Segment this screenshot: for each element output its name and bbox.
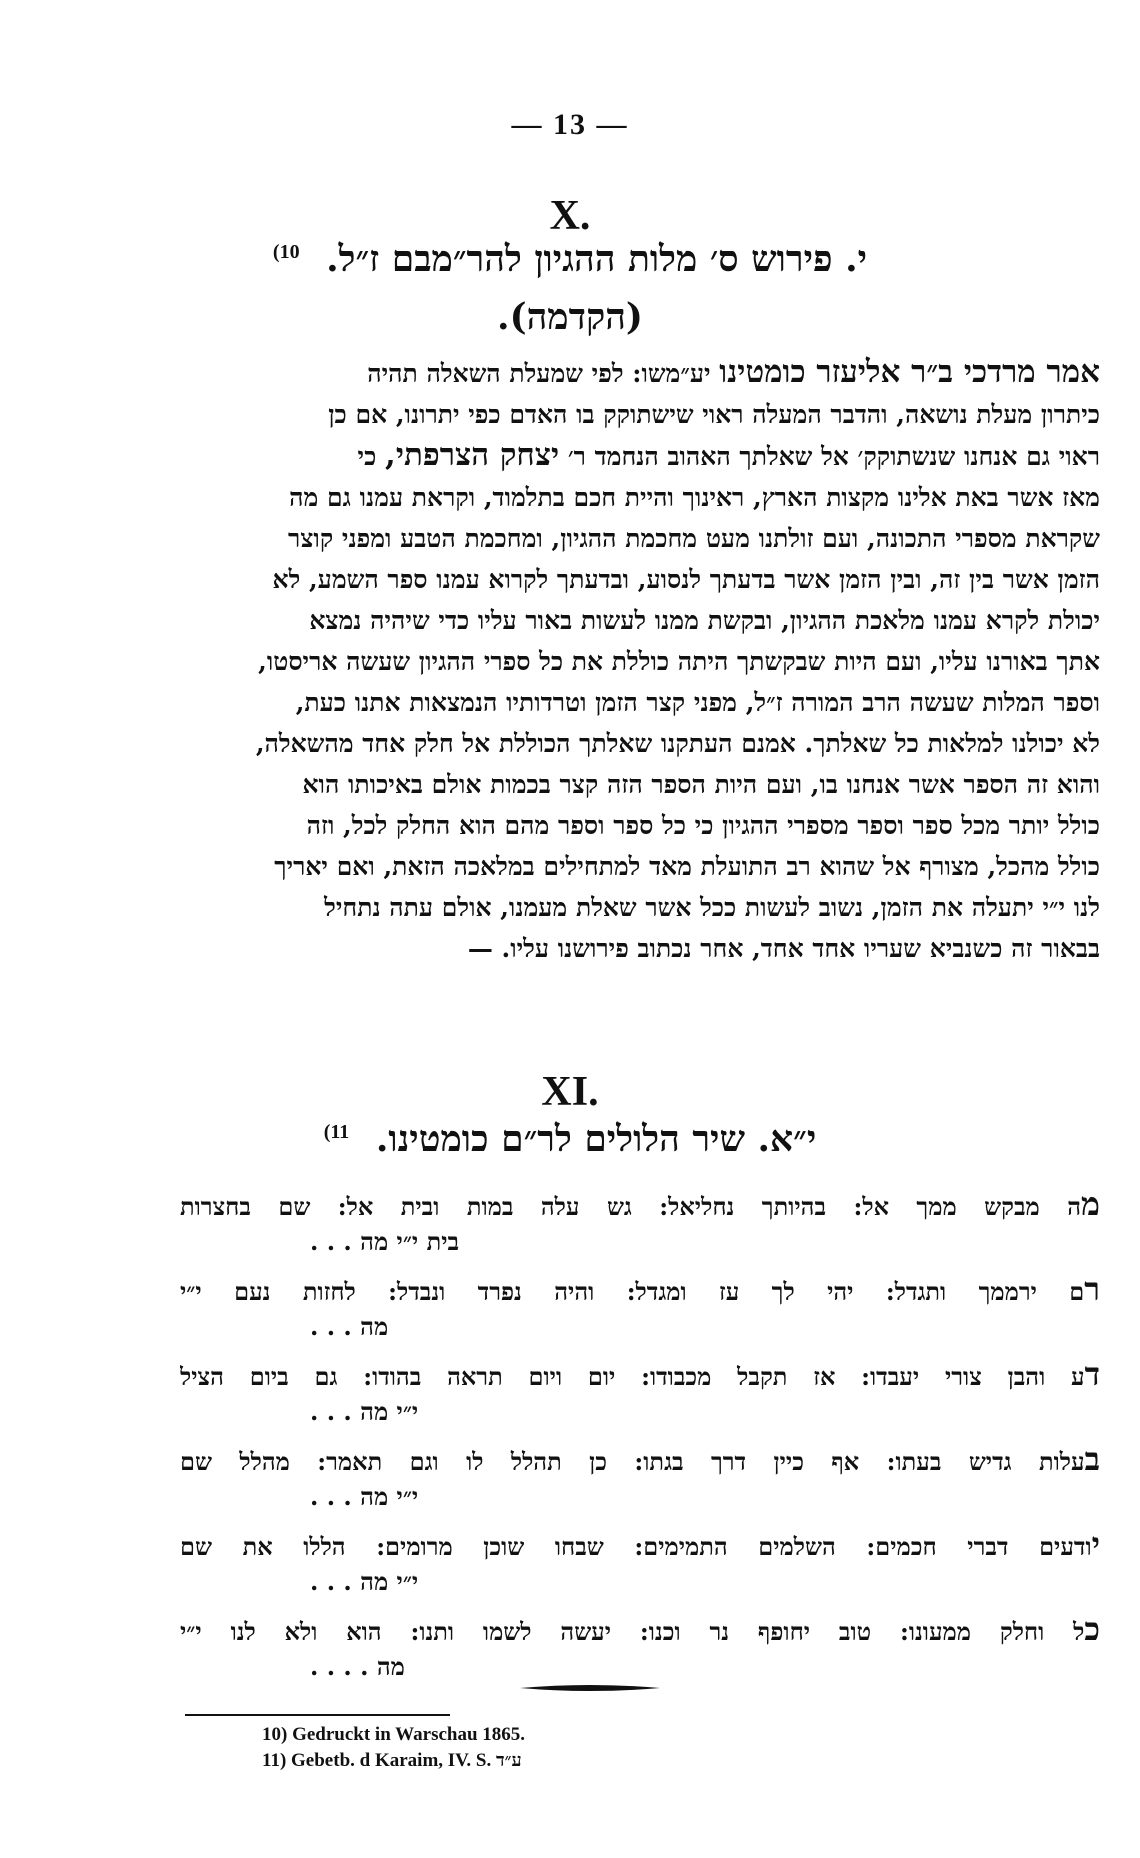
stanza-initial: ב	[1084, 1441, 1100, 1478]
footnote-11	[262, 1748, 762, 1774]
stanza-line	[180, 1186, 1100, 1225]
section-x-title-text: י. פירוש ס׳ מלות ההגיון להר״מבם ז״ל.	[326, 238, 868, 280]
footnote-11-latin: 11) Gebetb. d Karaim, IV. S.	[262, 1750, 492, 1771]
refrain-text: מה . . . .	[310, 1652, 405, 1681]
stanza-initial: ד	[1084, 1356, 1100, 1393]
intro-line-1-rest: יע״משו: לפי שמעלת השאלה תהיה	[367, 359, 711, 388]
intro-line: הזמן אשר בין זה, ובין הזמן אשר בדעתך לנסוע, ובדעתך לקרוא עמנו ספר השמע, לא	[272, 565, 1100, 594]
stanza-text: ם ירממך ותגדל: יהי לך עז ומגדל: והיה נפרד ונבדל: לחזות נעם י״י	[180, 1277, 1085, 1306]
intro-line-3-start: ראוי גם אנחנו שנשתוקק׳ אל שאלתך האהוב הנחמד ר׳	[567, 442, 1100, 471]
footnote-mark-11: 11)	[323, 1121, 350, 1143]
intro-line: והוא זה הספר אשר אנחנו בו, ועם היות הספר הזה קצר בכמות אולם באיכותו הוא	[302, 770, 1100, 799]
refrain-text: י״י מה . . .	[310, 1397, 419, 1426]
intro-lead: אמר מרדכי ב״ר אליעזר כומטינו	[719, 354, 1100, 390]
refrain-text: י״י מה . . .	[310, 1482, 419, 1511]
footnote-mark-10: 10)	[272, 241, 300, 263]
section-xi-title	[180, 1118, 960, 1160]
intro-line: אתך באורנו עליו, ועם היות שבקשתך היתה כוללת את כל ספרי ההגיון שעשה אריסטו,	[258, 647, 1100, 676]
stanza-refrain	[180, 1565, 1100, 1599]
intro-line-3-end: כי	[357, 442, 377, 471]
poem-stanza	[180, 1186, 1100, 1259]
stanza-refrain	[180, 1480, 1100, 1514]
intro-line: לנו י״י יתעלה את הזמן, נשוב לעשות ככל אשר שאלת מעמנו, אולם עתה נתחיל	[324, 893, 1100, 922]
section-xi-numeral: XI.	[541, 1069, 599, 1115]
footnotes	[262, 1722, 762, 1774]
intro-line: לא יכולנו למלאות כל שאלתך. אמנם העתקנו שאלתך הכוללת אל חלק אחד מהשאלה,	[255, 729, 1100, 758]
intro-line: מאז אשר באת אלינו מקצות הארץ, ראינוך והיית חכם בתלמוד, וקראת עמנו גם מה	[289, 483, 1100, 512]
poem-stanza	[180, 1611, 1100, 1684]
poem-stanza	[180, 1356, 1100, 1429]
intro-line: כיתרון מעלת נושאה, והדבר המעלה ראוי שישתוקק בו האדם כפי יתרונו, אם כן	[328, 400, 1100, 429]
stanza-line	[180, 1611, 1100, 1650]
intro-name-yitzhak: יצחק הצרפתי,	[385, 437, 560, 473]
stanza-text: ה מבקש ממך אל: בהיותך נחליאל: גש עלה במות ובית אל: שם בחצרות	[180, 1192, 1082, 1221]
stanza-refrain	[180, 1395, 1100, 1429]
stanza-initial: י	[1091, 1526, 1100, 1563]
intro-line: כולל יותר מכל ספר וספר מספרי ההגיון כי כל ספר וספר מהם הוא החלק לכל, וזה	[306, 811, 1100, 840]
stanza-text: ע והבן צורי יעבדו: אז תקבל מכבודו: יום ויום תראה בהודו: גם ביום הציל	[180, 1362, 1085, 1391]
intro-line: בבאור זה כשנביא שעריו אחד אחד, אחר נכתוב פירושנו עליו. —	[467, 934, 1100, 963]
stanza-initial: כ	[1084, 1611, 1100, 1648]
poem-stanza	[180, 1526, 1100, 1599]
poem-stanza	[180, 1271, 1100, 1344]
section-x-title	[180, 238, 960, 280]
refrain-text: בית י״י מה . . .	[310, 1227, 460, 1256]
stanza-line	[180, 1271, 1100, 1310]
stanza-refrain	[180, 1310, 1100, 1344]
intro-line	[180, 435, 1100, 477]
intro-line: שקראת מספרי התכונה, ועם זולתנו מעט מחכמת ההגיון, ומחכמת הטבע ומפני קוצר	[288, 524, 1100, 553]
poem-stanza	[180, 1441, 1100, 1514]
stanza-text: ל וחלק ממעונו: טוב יחופף נר וכנו: יעשה לשמו ותנו: הוא ולא לנו י״י	[180, 1617, 1085, 1646]
intro-line: יכולת לקרא עמנו מלאכת ההגיון, ובקשת ממנו לעשות באור עליו כדי שיהיה נמצא	[309, 606, 1100, 635]
section-xi-title-text: י״א. שיר הלולים לר״ם כומטינו.	[375, 1118, 817, 1160]
stanza-text: עלות גדיש בעתו: אף כיין דרך בגתו: כן תהלל לו וגם תאמר: מהלל שם	[180, 1447, 1085, 1476]
section-x-subtitle: (הקדמה).	[497, 296, 643, 338]
intro-prose	[180, 352, 1100, 969]
ornament-divider	[520, 1684, 660, 1692]
footnote-rule	[185, 1714, 450, 1716]
intro-line: כולל מהכל, מצורף אל שהוא רב התועלת מאד למתחילים במלאכה הזאת, ואם יאריך	[274, 852, 1100, 881]
stanza-refrain	[180, 1650, 1100, 1684]
section-x-numeral: X.	[549, 193, 591, 239]
stanza-line	[180, 1526, 1100, 1565]
intro-line: וספר המלות שעשה הרב המורה ז״ל, מפני קצר הזמן וטרדותיו הנמצאות אתנו כעת,	[295, 688, 1100, 717]
refrain-text: מה . . .	[310, 1312, 389, 1341]
stanza-text: ודעים דברי חכמים: השלמים התמימים: שבחו שוכן מרומים: הללו את שם	[180, 1532, 1092, 1561]
footnote-11-hebrew: ע״ד	[496, 1750, 522, 1771]
stanza-line	[180, 1356, 1100, 1395]
poem	[180, 1186, 1100, 1696]
stanza-initial: מ	[1081, 1186, 1100, 1223]
stanza-initial: ר	[1084, 1271, 1100, 1308]
stanza-line	[180, 1441, 1100, 1480]
intro-line	[180, 352, 1100, 394]
stanza-refrain	[180, 1225, 1100, 1259]
refrain-text: י״י מה . . .	[310, 1567, 419, 1596]
page-number: — 13 —	[511, 108, 629, 141]
footnote-10: 10) Gedruckt in Warschau 1865.	[262, 1724, 526, 1745]
